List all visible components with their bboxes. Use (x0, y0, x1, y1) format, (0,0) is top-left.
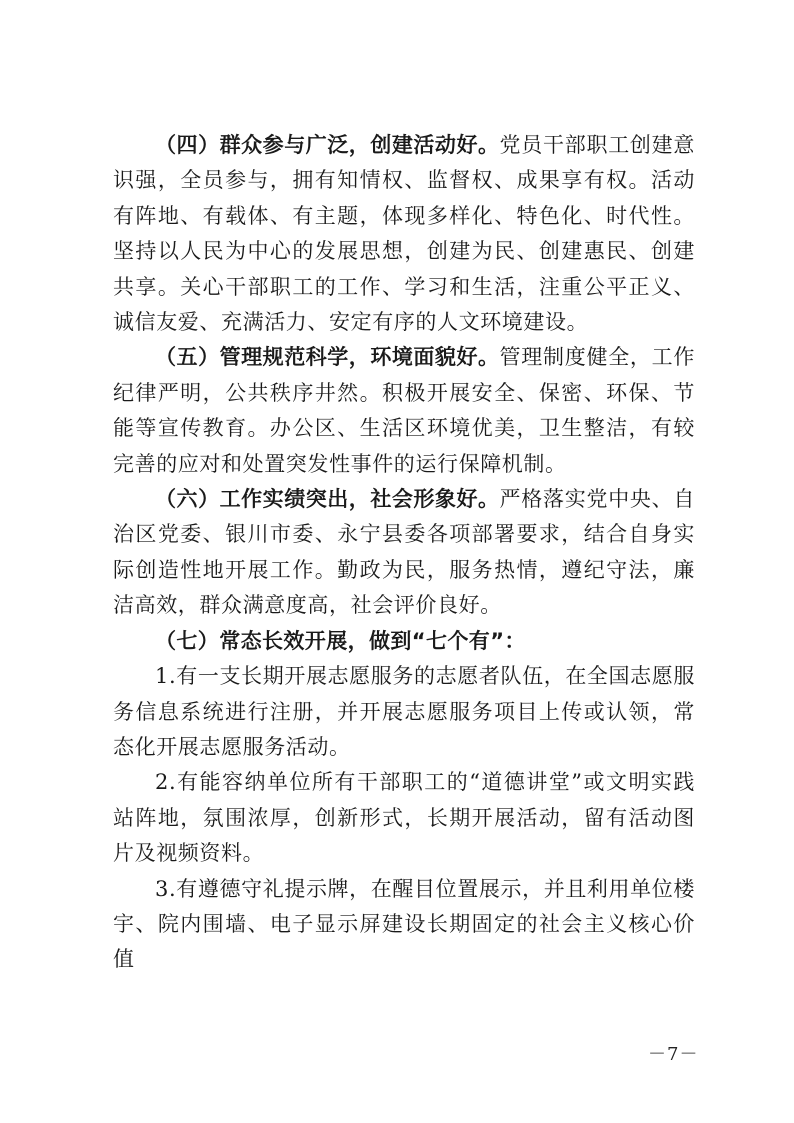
section-four-body: 党员干部职工创建意识强，全员参与，拥有知情权、监督权、成果享有权。活动有阵地、有载体、有主题，体现多样化、特色化、时代性。坚持以人民为中心的发展思想，创建为民、创建惠民、创建共享。关心干部职工的工作、学习和生活，注重公平正义、诚信友爱、充满活力、安定有序的人文环境建设。 (113, 133, 695, 335)
body-text (113, 128, 695, 978)
section-five-paragraph (113, 340, 695, 482)
section-six-paragraph (113, 482, 695, 624)
list-item-3: 3.有遵德守礼提示牌，在醒目位置展示，并且利用单位楼宇、院内围墙、电子显示屏建设长期固定的社会主义核心价值 (113, 876, 695, 972)
section-seven-heading: （七）常态长效开展，做到“七个有”： (155, 628, 526, 653)
list-item-1: 1.有一支长期开展志愿服务的志愿者队伍，在全国志愿服务信息系统进行注册，并开展志愿服务项目上传或认领，常态化开展志愿服务活动。 (113, 664, 695, 759)
section-four-paragraph (113, 128, 695, 340)
section-six-body: 严格落实党中央、自治区党委、银川市委、永宁县委各项部署要求，结合自身实际创造性地开展工作。勤政为民，服务热情，遵纪守法，廉洁高效，群众满意度高，社会评价良好。 (113, 487, 695, 618)
list-item-2: 2.有能容纳单位所有干部职工的“道德讲堂”或文明实践站阵地，氛围浓厚，创新形式，长期开展活动，留有活动图片及视频资料。 (113, 770, 695, 866)
section-four-heading: （四）群众参与广泛，创建活动好。 (155, 133, 500, 157)
section-six-heading: （六）工作实绩突出，社会形象好。 (155, 487, 500, 512)
section-five-body: 管理制度健全，工作纪律严明，公共秩序井然。积极开展安全、保密、环保、节能等宣传教育。办公区、生活区环境优美，卫生整洁，有较完善的应对和处置突发性事件的运行保障机制。 (113, 345, 695, 476)
section-five-heading: （五）管理规范科学，环境面貌好。 (155, 345, 500, 370)
page-number: －7－ (648, 1044, 699, 1065)
